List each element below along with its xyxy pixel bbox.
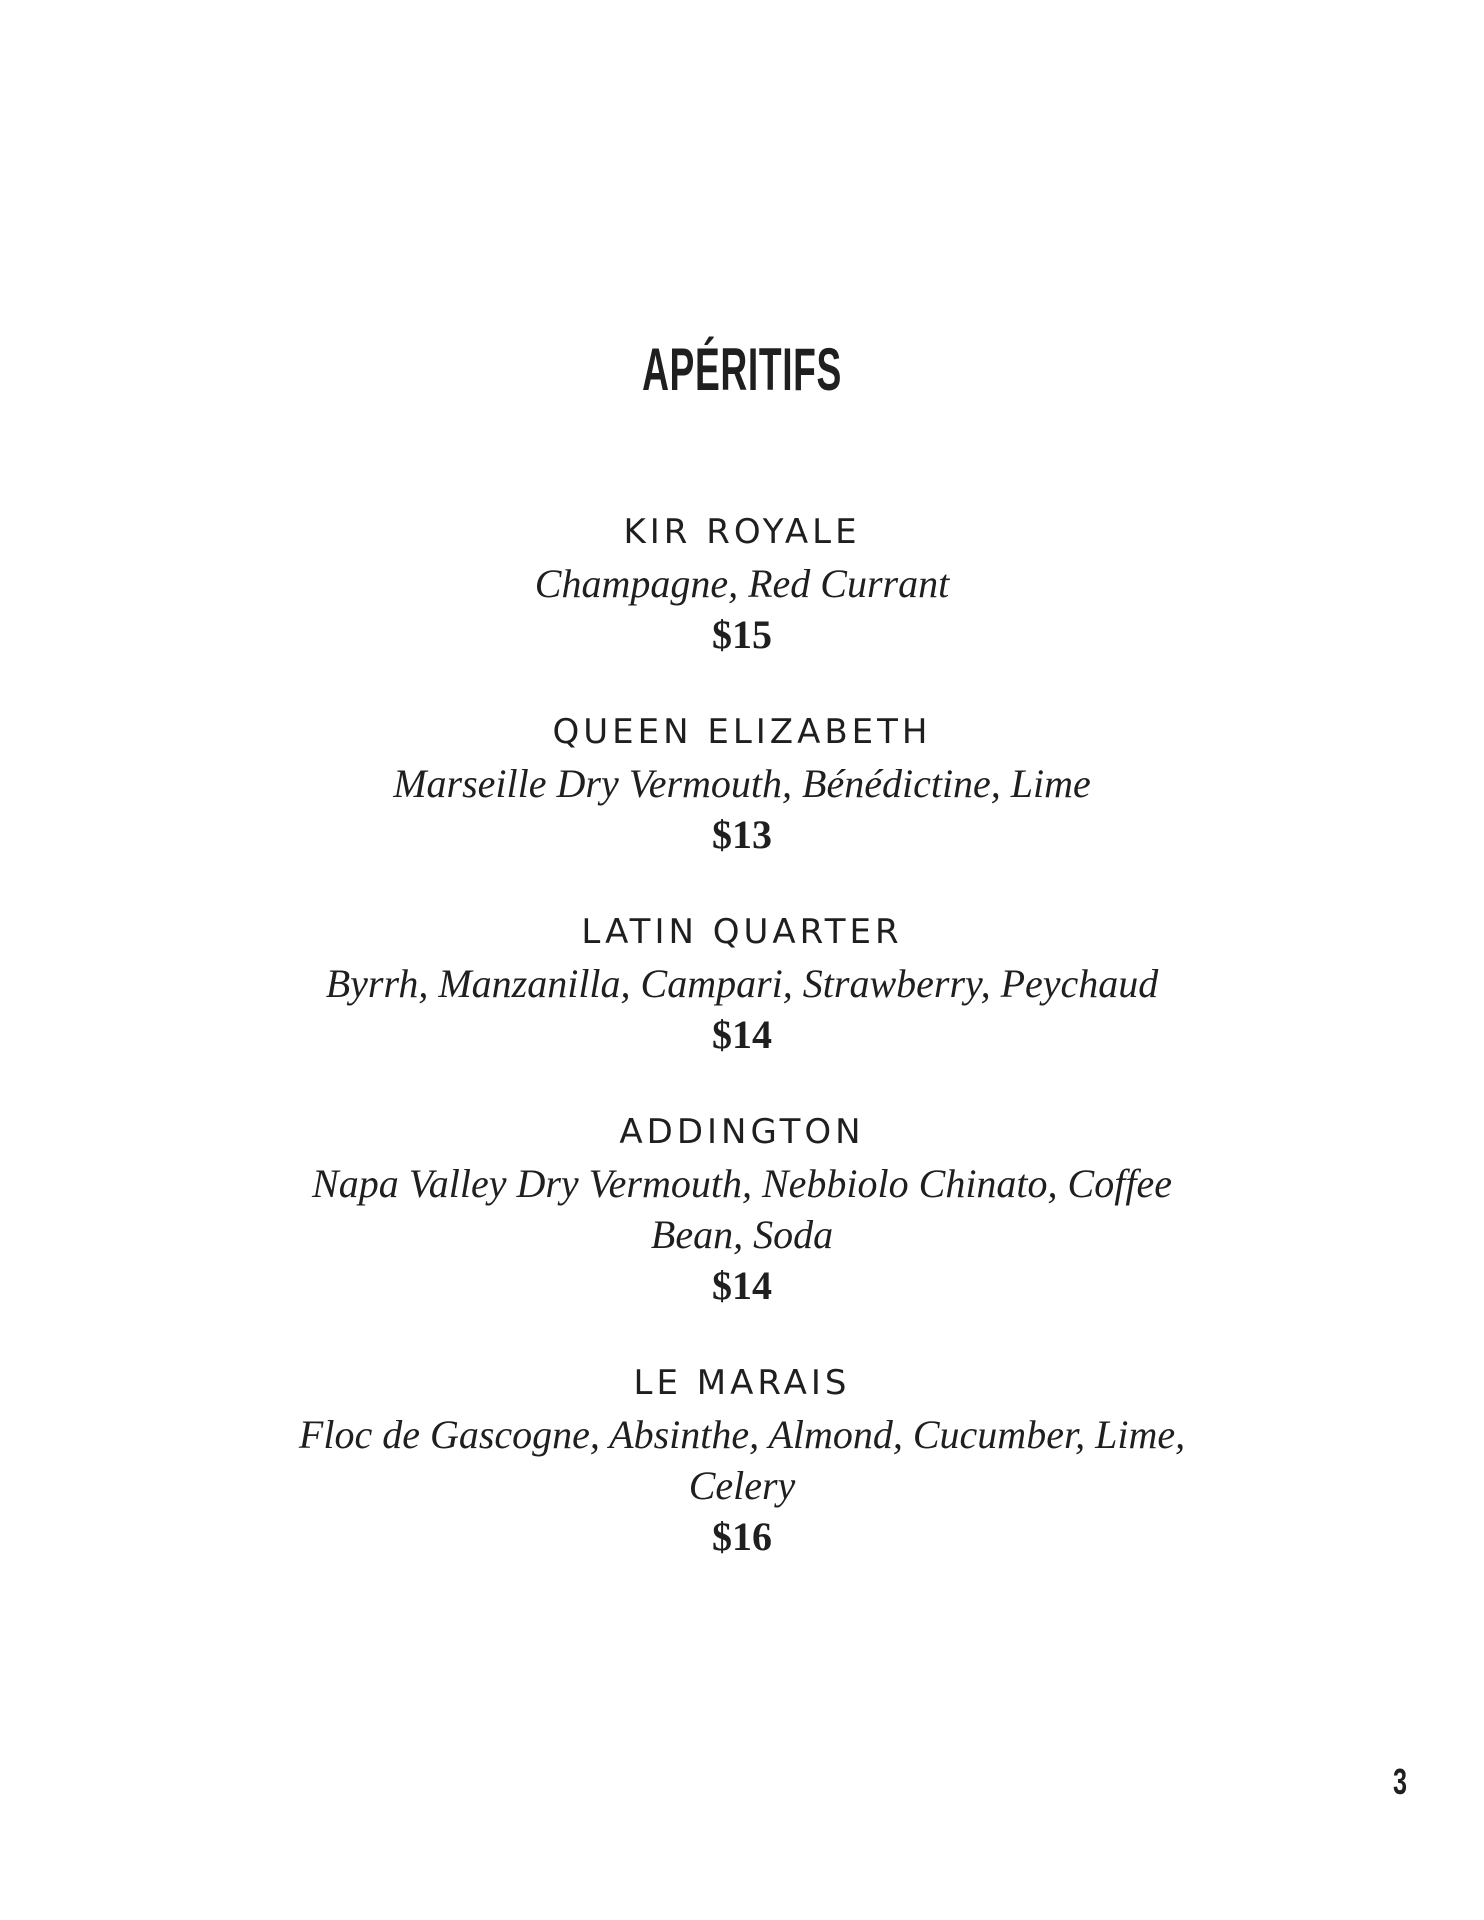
item-price: $16: [712, 1514, 772, 1559]
item-description: Marseille Dry Vermouth, Bénédictine, Lime: [393, 761, 1091, 806]
item-description: Napa Valley Dry Vermouth, Nebbiolo Chinato, Coffee Bean, Soda: [312, 1161, 1172, 1257]
menu-list: [0, 508, 1484, 1610]
page-title: APÉRITIFS: [642, 336, 842, 403]
item-price: $14: [712, 1012, 772, 1057]
item-description: Floc de Gascogne, Absinthe, Almond, Cucumber, Lime, Celery: [298, 1412, 1186, 1508]
item-name: LATIN QUARTER: [581, 912, 903, 952]
item-price: $13: [712, 812, 772, 857]
item-name: ADDINGTON: [619, 1112, 865, 1152]
item-name: KIR ROYALE: [623, 512, 861, 552]
menu-item-latin-quarter: [0, 908, 1484, 1060]
item-price: $14: [712, 1263, 772, 1308]
item-description: Byrrh, Manzanilla, Campari, Strawberry, Peychaud: [325, 961, 1159, 1006]
menu-item-kir-royale: [0, 508, 1484, 660]
item-name: LE MARAIS: [633, 1363, 851, 1403]
page-number: 3: [1392, 1761, 1408, 1802]
menu-item-addington: [0, 1108, 1484, 1311]
item-price: $15: [712, 612, 772, 657]
item-description: Champagne, Red Currant: [534, 561, 950, 606]
item-name: QUEEN ELIZABETH: [552, 712, 932, 752]
menu-item-le-marais: [0, 1359, 1484, 1562]
menu-item-queen-elizabeth: [0, 708, 1484, 860]
